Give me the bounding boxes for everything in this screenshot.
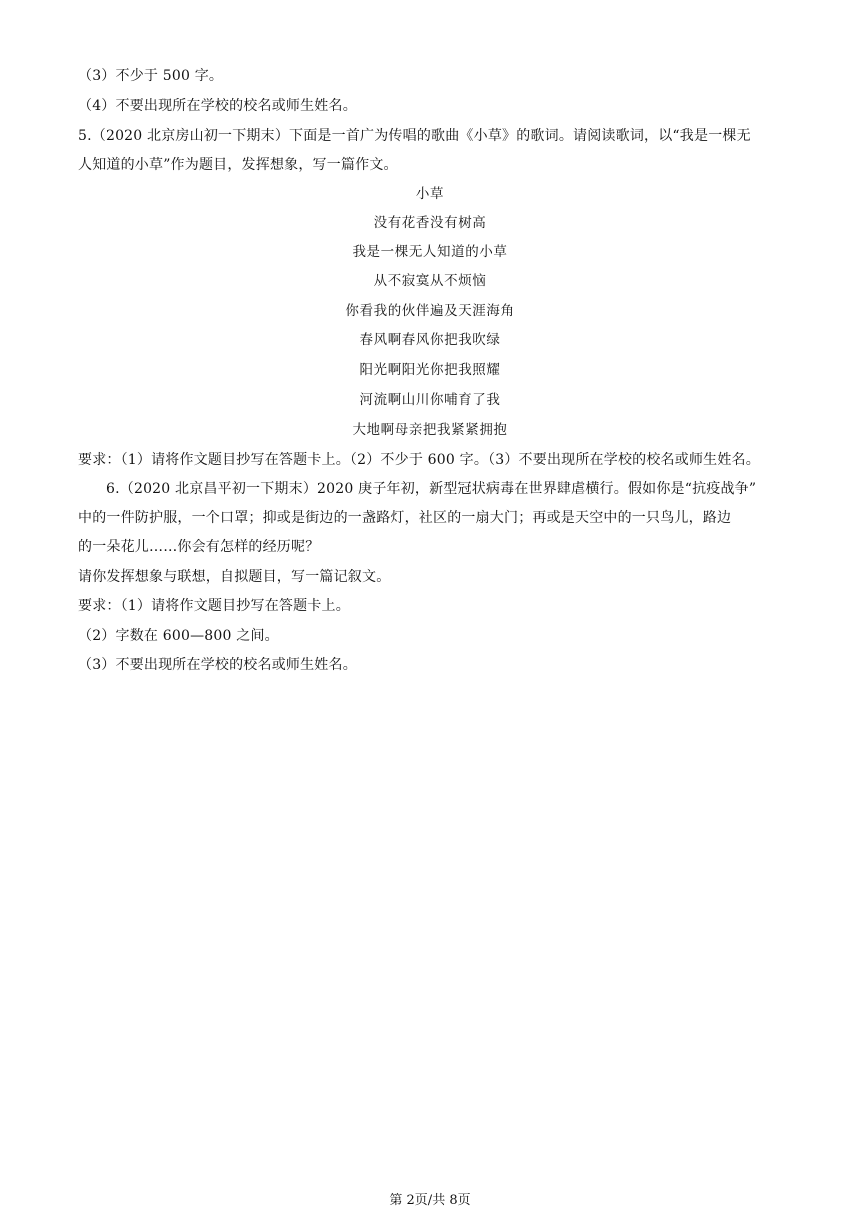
poem-line: 你看我的伙伴遍及天涯海角 [345,303,515,319]
question-6-text: 中的一件防护服，一个口罩；抑或是街边的一盏路灯，社区的一扇大门；再或是天空中的一只鸟儿，路边 [78,510,732,526]
question-6-text: 请你发挥想象与联想，自拟题目，写一篇记叙文。 [78,569,391,585]
question-5-text: 人知道的小草”作为题目，发挥想象，写一篇作文。 [78,157,398,173]
poem-line: 我是一棵无人知道的小草 [352,244,508,260]
poem-line: 河流啊山川你哺育了我 [359,392,501,408]
page-number: 第 2页/共 8页 [389,1193,471,1208]
question-5-requirement: 要求：（1）请将作文题目抄写在答题卡上。（2）不少于 600 字。（3）不要出现所在学校的校名或师生姓名。 [78,452,760,468]
question-5-text: 5.（2020 北京房山初一下期末）下面是一首广为传唱的歌曲《小草》的歌词。请阅读歌词，以“我是一棵无 [78,128,751,144]
question-6-requirement: （2）字数在 600—800 之间。 [78,628,279,644]
question-6-text: 6.（2020 北京昌平初一下期末）2020 庚子年初，新型冠状病毒在世界肆虐横行。假如你是“抗疫战争” [106,481,757,497]
poem-line: 春风啊春风你把我吹绿 [359,332,501,348]
question-6-requirement: （3）不要出现所在学校的校名或师生姓名。 [78,657,357,673]
question-6-requirement: 要求：（1）请将作文题目抄写在答题卡上。 [78,598,350,614]
poem-line: 大地啊母亲把我紧紧拥抱 [352,422,508,438]
poem-line: 从不寂寞从不烦恼 [373,273,487,289]
requirement-line: （4）不要出现所在学校的校名或师生姓名。 [78,98,357,114]
requirement-line: （3）不少于 500 字。 [78,68,224,84]
poem-title: 小草 [415,186,445,202]
poem-line: 没有花香没有树高 [373,215,487,231]
question-6-text: 的一朵花儿……你会有怎样的经历呢？ [78,539,320,555]
poem-line: 阳光啊阳光你把我照耀 [359,362,501,378]
